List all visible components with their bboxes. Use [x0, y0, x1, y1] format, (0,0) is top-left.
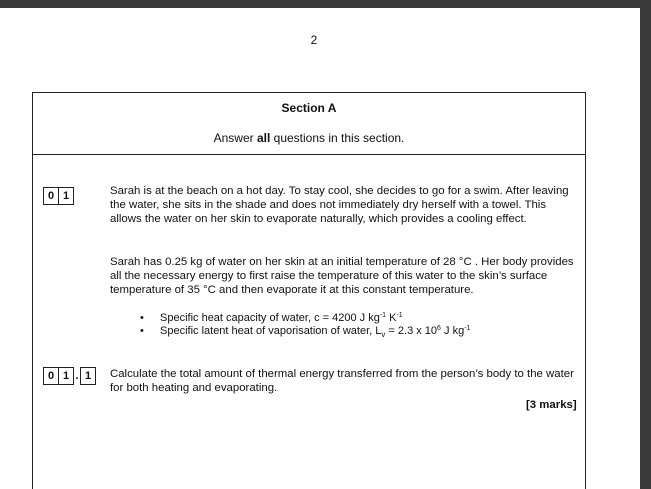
- bullet-text: Specific latent heat of vaporisation of water, $L_v = 2.3$ x $10^6$ J $kg^{-1}$: [160, 325, 471, 340]
- page-number: 2: [310, 33, 318, 47]
- question-number-digit: 0: [43, 187, 59, 205]
- subquestion-separator: .: [75, 370, 79, 382]
- data-bullet-list: [140, 312, 470, 338]
- subquestion-number: [43, 367, 95, 385]
- section-title: Section A: [281, 101, 337, 115]
- section-box: [32, 92, 586, 489]
- question-number: [43, 187, 73, 205]
- instruction-bold: all: [256, 131, 271, 145]
- subquestion-text: Calculate the total amount of thermal energy transferred from the person’s body to the water for both heating and evaporating.: [110, 368, 574, 394]
- subquestion-number-digit: 1: [58, 367, 74, 385]
- subquestion-part-digit: 1: [80, 367, 96, 385]
- section-instruction: [33, 131, 585, 145]
- bullet-dot-icon: •: [140, 325, 144, 337]
- bullet-item: [140, 312, 470, 325]
- bullet-dot-icon: •: [140, 312, 144, 324]
- section-header: [33, 93, 585, 155]
- question-paragraph-1: Sarah is at the beach on a hot day. To stay cool, she decides to go for a swim. After leaving the water, she sits in the shade and does not immediately dry herself with a towel. This allows the water on her skin to evaporate naturally, which provides a cooling effect.: [110, 185, 569, 225]
- subquestion-number-digit: 0: [43, 367, 59, 385]
- instruction-pre: Answer: [213, 131, 257, 145]
- exam-page: [0, 8, 640, 489]
- bullet-text: Specific heat capacity of water, c = 4200 J $kg^{-1}$ $K^{-1}$: [160, 312, 403, 324]
- question-number-digit: 1: [58, 187, 74, 205]
- marks-label: [3 marks]: [526, 399, 577, 411]
- question-paragraph-2: Sarah has 0.25 kg of water on her skin at an initial temperature of 28 °C . Her body provides all the necessary energy to first raise the temperature of this water to the skin’s surface temperature of 35 °C and then evaporate it at this constant temperature.: [110, 256, 574, 296]
- instruction-post: questions in this section.: [270, 131, 405, 145]
- bullet-item: [140, 325, 470, 338]
